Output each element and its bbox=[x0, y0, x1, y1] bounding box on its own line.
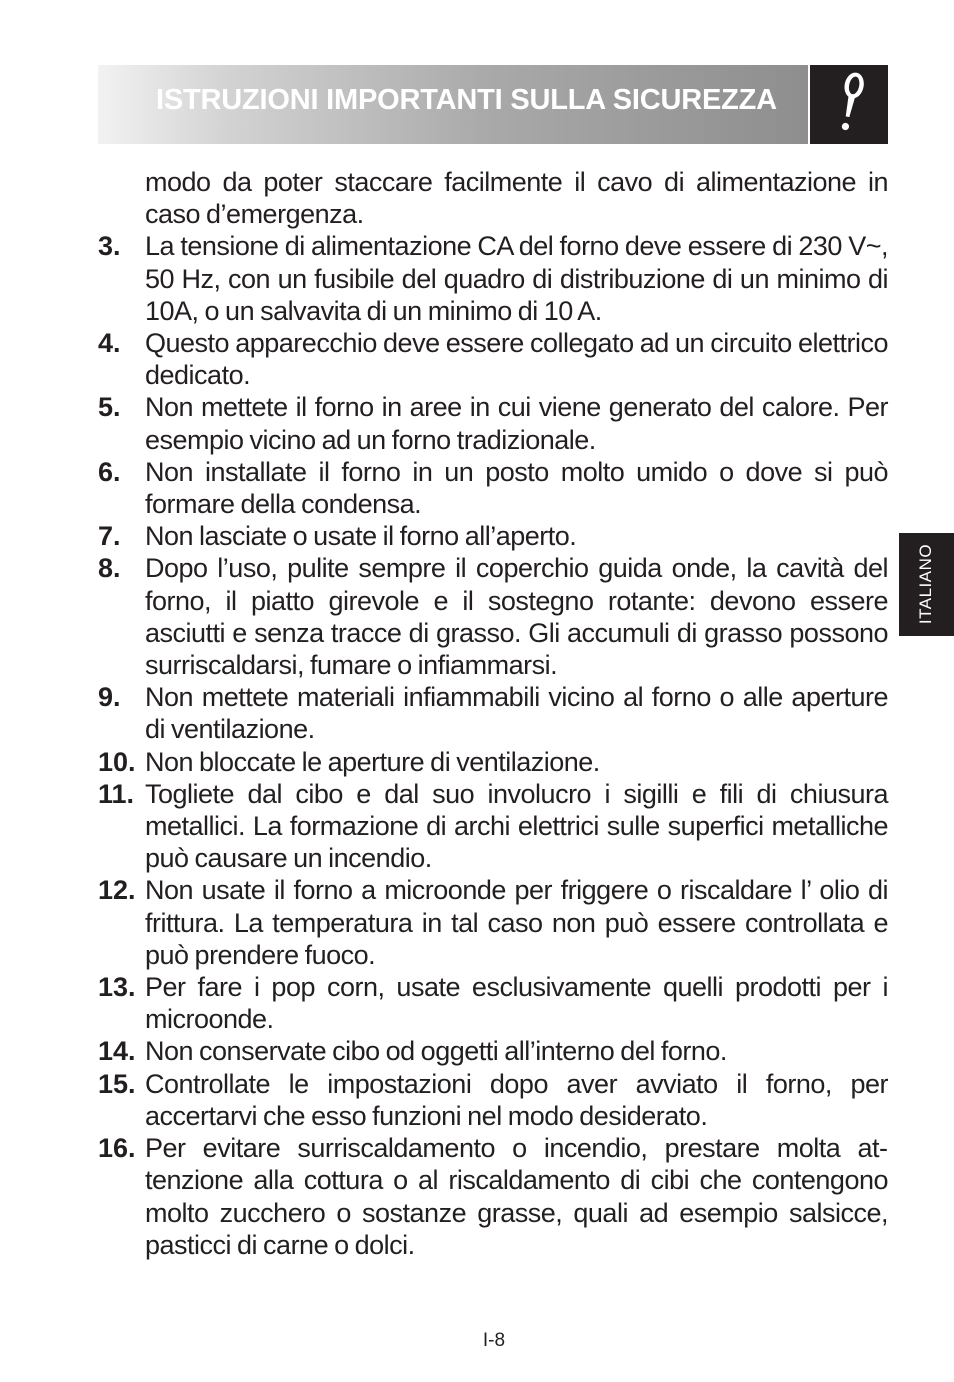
item-text: Dopo l’uso, pulite sempre il coperchio guida onde, la cavità del forno, il piatto girevole e il sostegno rotante: devono essere asciutti e senza tracce di grasso. Gli accumuli di grasso possono surriscaldarsi, fumare o infiammarsi. bbox=[145, 553, 888, 681]
item-text: Questo apparecchio deve essere collegato ad un circuito elettrico dedicato. bbox=[145, 328, 888, 391]
list-item bbox=[98, 1068, 888, 1132]
item-number: 6. bbox=[98, 456, 121, 487]
item-text: Non mettete il forno in aree in cui viene generato del calore. Per esempio vicino ad un forno tradizionale. bbox=[145, 392, 888, 455]
list-item bbox=[98, 456, 888, 520]
section-title: ISTRUZIONI IMPORTANTI SULLA SICUREZZA bbox=[156, 84, 777, 116]
item-number: 9. bbox=[98, 682, 121, 713]
list-item bbox=[98, 520, 888, 552]
item-text: Per fare i pop corn, usate esclusivamente quelli prodotti per i microonde. bbox=[145, 972, 888, 1035]
list-item bbox=[98, 166, 888, 230]
instruction-list bbox=[98, 166, 888, 1261]
item-text: Togliete dal cibo e dal suo involucro i sigilli e fili di chiusura metallici. La formazione di archi elettrici sulle superfici metalliche può causare un incendio. bbox=[145, 778, 888, 874]
item-number: 10. bbox=[98, 746, 136, 777]
item-text: modo da poter staccare facilmente il cavo di alimentazione in caso d’emergenza. bbox=[145, 167, 888, 230]
item-number: 7. bbox=[98, 521, 121, 552]
item-number: 16. bbox=[98, 1133, 136, 1164]
list-item bbox=[98, 874, 888, 971]
item-number: 8. bbox=[98, 553, 121, 584]
list-item bbox=[98, 681, 888, 745]
item-number: 14. bbox=[98, 1036, 136, 1067]
item-text: Controllate le impostazioni dopo aver avviato il forno, per accertarvi che esso funzioni nel modo desiderato. bbox=[145, 1068, 888, 1131]
list-item bbox=[98, 778, 888, 875]
item-text: Non conservate cibo od oggetti all’interno del forno. bbox=[145, 1036, 727, 1067]
item-text: Non bloccate le aperture di ventilazione. bbox=[145, 746, 600, 777]
list-item bbox=[98, 746, 888, 778]
list-item bbox=[98, 327, 888, 391]
item-number: 4. bbox=[98, 328, 121, 359]
item-text: La tensione di alimentazione CA del forno deve essere di 230 V~, 50 Hz, con un fusibile del quadro di distribuzione di un minimo di 10A, o un salvavita di un minimo di 10 A. bbox=[145, 231, 888, 326]
item-number: 11. bbox=[98, 778, 135, 809]
item-number: 12. bbox=[98, 875, 136, 906]
page-number: I-8 bbox=[482, 1330, 506, 1351]
item-number: 5. bbox=[98, 392, 121, 423]
language-tab-label: ITALIANO bbox=[916, 543, 935, 625]
item-text: Non lasciate o usate il forno all’aperto. bbox=[145, 521, 577, 552]
item-text: Per evitare surriscaldamento o incendio, prestare molta attenzione alla cottura o al riscaldamento di cibi che contengono molto zucchero o sostanze grasse, quali ad esempio salsicce, pasticci di carne o dolci. bbox=[145, 1133, 888, 1260]
list-item bbox=[98, 230, 888, 327]
item-number: 15. bbox=[98, 1068, 136, 1099]
list-item bbox=[98, 1132, 888, 1261]
list-item bbox=[98, 552, 888, 681]
list-item bbox=[98, 1035, 888, 1067]
item-number: 3. bbox=[98, 231, 121, 262]
section-header bbox=[98, 65, 808, 144]
language-tab bbox=[899, 533, 954, 636]
list-item bbox=[98, 971, 888, 1035]
warning-exclamation-icon bbox=[810, 65, 888, 144]
warning-icon-box bbox=[810, 65, 888, 144]
item-text: Non installate il forno in un posto molto umido o dove si può formare della condensa. bbox=[145, 456, 888, 520]
item-text: Non mettete materiali infiammabili vicino al forno o alle aperture di ventilazione. bbox=[145, 682, 888, 745]
item-number: 13. bbox=[98, 972, 136, 1003]
item-text: Non usate il forno a microonde per friggere o riscaldare l’ olio di frittura. La temperatura in tal caso non può essere controllata e può prendere fuoco. bbox=[145, 875, 888, 970]
list-item bbox=[98, 391, 888, 455]
